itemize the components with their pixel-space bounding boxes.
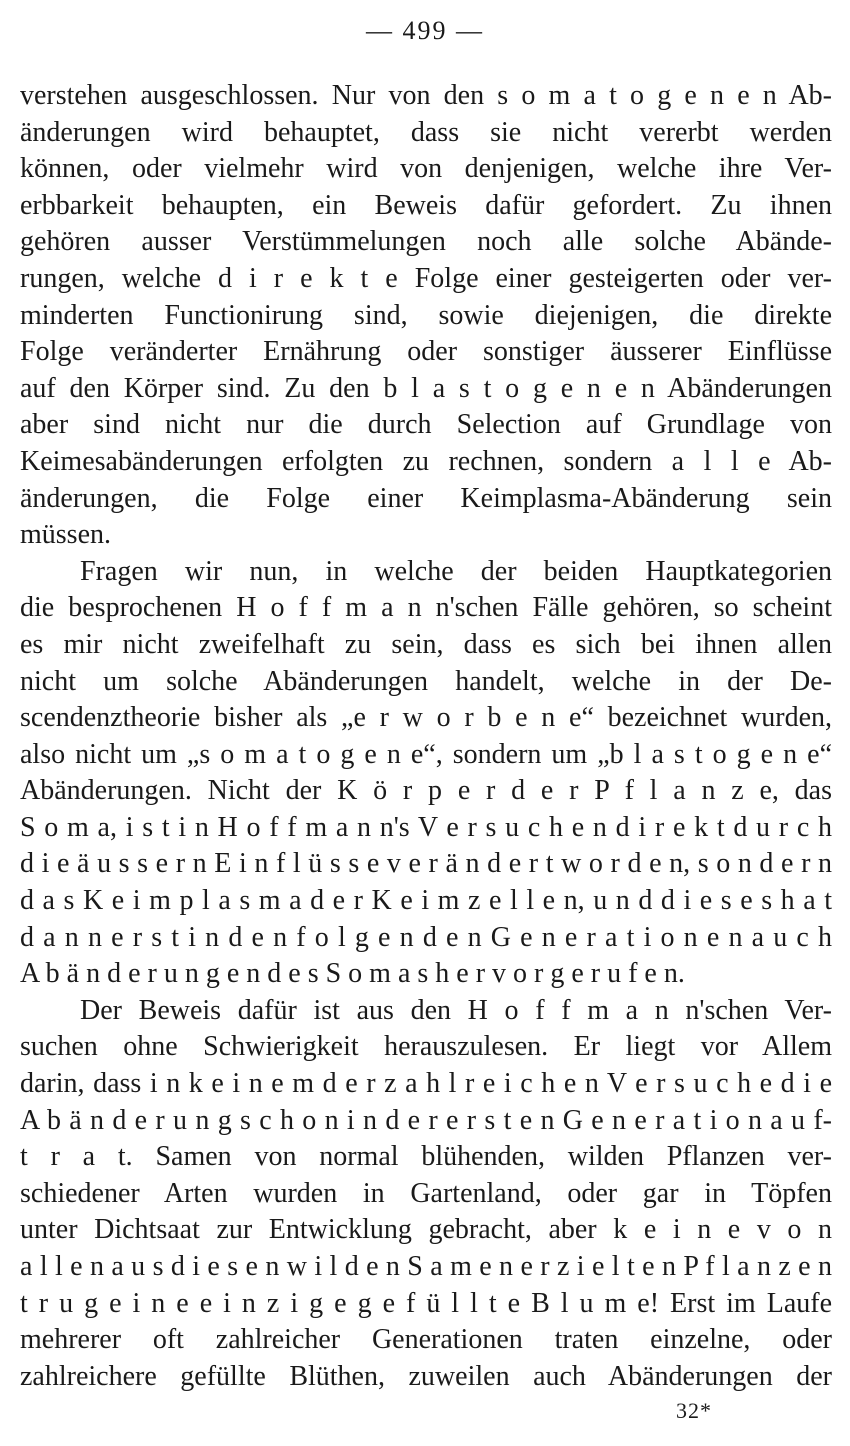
- text-line: A b ä n d e r u n g e n d e s S o m a s h e r v o r g e r u f e n.: [20, 958, 685, 990]
- text-line: Folge veränderter Ernährung oder sonstiger äusserer Einflüsse: [20, 336, 832, 368]
- body-text: [20, 78, 832, 1395]
- text-line: t r u g e i n e e i n z i g e g e f ü l l t e B l u m e! Erst im Laufe: [20, 1287, 832, 1319]
- text-line: verstehen ausgeschlossen. Nur von den s o m a t o g e n e n Ab-: [20, 80, 832, 111]
- text-line: Abänderungen. Nicht der K ö r p e r d e r P f l a n z e, das: [20, 775, 832, 807]
- text-line: müssen.: [20, 519, 111, 551]
- text-line: darin, dass i n k e i n e m d e r z a h l r e i c h e n V e r s u c h e d i e: [20, 1068, 832, 1100]
- text-line: änderungen wird behauptet, dass sie nicht vererbt werden: [20, 116, 832, 148]
- text-line: die besprochenen H o f f m a n n'schen Fälle gehören, so scheint: [20, 592, 832, 624]
- text-line: gehören ausser Verstümmelungen noch alle solche Abände-: [20, 226, 832, 258]
- text-line: änderungen, die Folge einer Keimplasma-Abänderung sein: [20, 482, 832, 514]
- text-line: also nicht um „s o m a t o g e n e“, sondern um „b l a s t o g e n e“: [20, 738, 832, 770]
- text-line: a l l e n a u s d i e s e n w i l d e n S a m e n e r z i e l t e n P f l a n z e n: [20, 1251, 832, 1282]
- text-line: unter Dichtsaat zur Entwicklung gebracht, aber k e i n e v o n: [20, 1214, 832, 1246]
- text-line: suchen ohne Schwierigkeit herauszulesen. Er liegt vor Allem: [20, 1031, 832, 1063]
- text-line: S o m a, i s t i n H o f f m a n n's V e r s u c h e n d i r e k t d u r c h: [20, 811, 832, 843]
- text-line: zahlreichere gefüllte Blüthen, zuweilen auch Abänderungen der: [20, 1360, 832, 1392]
- text-line: d a s K e i m p l a s m a d e r K e i m z e l l e n, u n d d i e s e s h a t: [20, 885, 832, 917]
- page-number: — 499 —: [366, 16, 484, 45]
- text-line: schiedener Arten wurden in Gartenland, oder gar in Töpfen: [20, 1177, 832, 1209]
- text-line: es mir nicht zweifelhaft zu sein, dass es sich bei ihnen allen: [20, 628, 832, 660]
- text-line: können, oder vielmehr wird von denjenigen, welche ihre Ver-: [20, 153, 832, 185]
- text-line: erbbarkeit behaupten, ein Beweis dafür gefordert. Zu ihnen: [20, 189, 832, 221]
- text-line: scendenztheorie bisher als „e r w o r b e n e“ bezeichnet wurden,: [20, 702, 832, 734]
- text-line: aber sind nicht nur die durch Selection auf Grundlage von: [20, 409, 832, 441]
- text-line: nicht um solche Abänderungen handelt, welche in der De-: [20, 665, 832, 697]
- text-line: rungen, welche d i r e k t e Folge einer gesteigerten oder ver-: [20, 262, 832, 294]
- text-line: Keimesabänderungen erfolgten zu rechnen, sondern a l l e Ab-: [20, 445, 832, 477]
- signature-mark: 32*: [676, 1398, 712, 1423]
- paragraph-start-line: Der Beweis dafür ist aus den H o f f m a n n'schen Ver-: [80, 994, 832, 1026]
- text-line: d i e ä u s s e r n E i n f l ü s s e v e r ä n d e r t w o r d e n, s o n d e r n: [20, 848, 832, 880]
- text-line: d a n n e r s t i n d e n f o l g e n d e n G e n e r a t i o n e n a u c h: [20, 921, 832, 953]
- text-line: auf den Körper sind. Zu den b l a s t o g e n e n Abänderungen: [20, 372, 832, 404]
- text-line: t r a t. Samen von normal blühenden, wilden Pflanzen ver-: [20, 1141, 832, 1173]
- text-line: minderten Functionirung sind, sowie diejenigen, die direkte: [20, 299, 832, 331]
- text-line: mehrerer oft zahlreicher Generationen traten einzelne, oder: [20, 1324, 832, 1356]
- text-line: A b ä n d e r u n g s c h o n i n d e r e r s t e n G e n e r a t i o n a u f-: [20, 1104, 832, 1136]
- paragraph-start-line: Fragen wir nun, in welche der beiden Hauptkategorien: [80, 555, 832, 587]
